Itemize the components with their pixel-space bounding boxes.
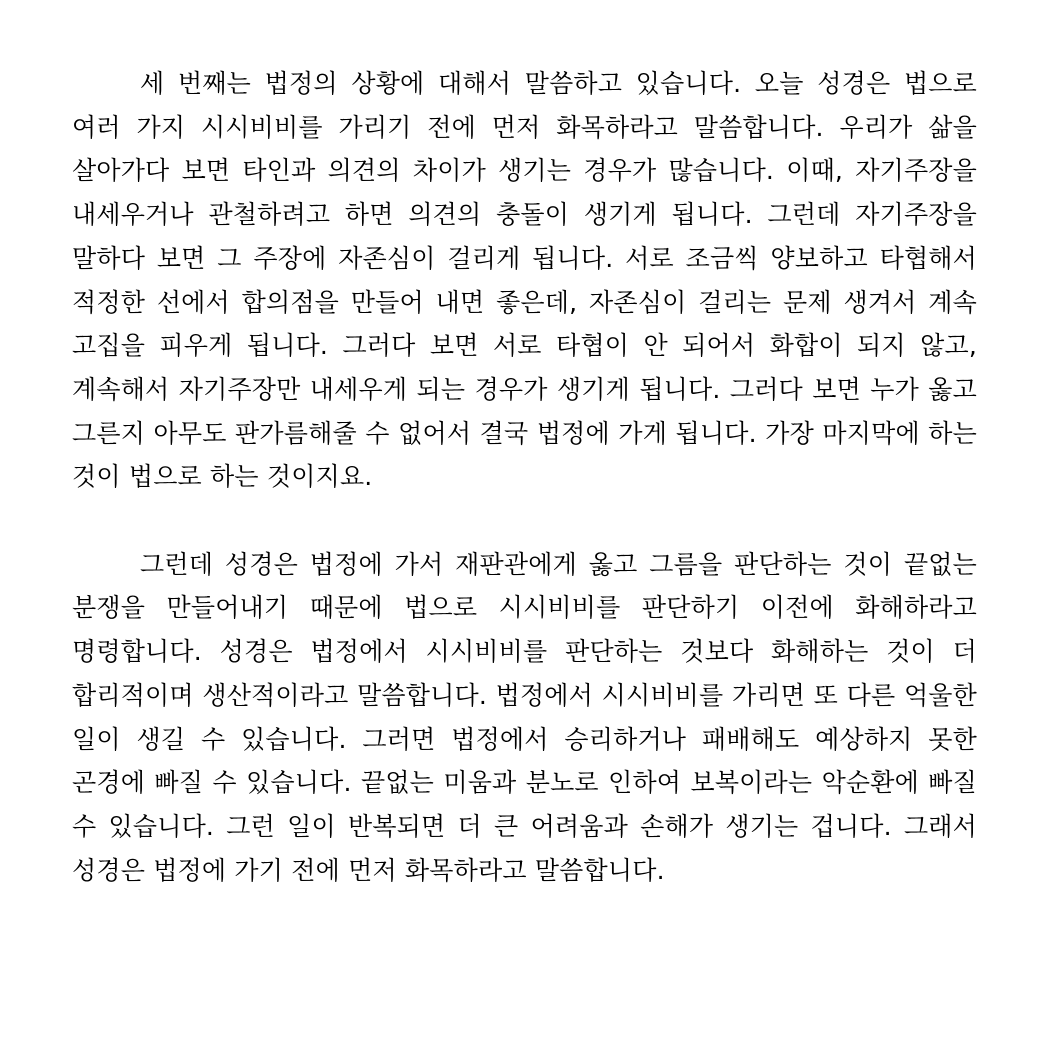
paragraph-1: 세 번째는 법정의 상황에 대해서 말씀하고 있습니다. 오늘 성경은 법으로 여러 가지 시시비비를 가리기 전에 먼저 화목하라고 말씀합니다. 우리가 삶을 살아가다 보면 타인과 의견의 차이가 생기는 경우가 많습니다. 이때, 자기주장을 내세우거나 관철하려고 하면 의견의 충돌이 생기게 됩니다. 그런데 자기주장을 말하다 보면 그 주장에 자존심이 걸리게 됩니다. 서로 조금씩 양보하고 타협해서 적정한 선에서 합의점을 만들어 내면 좋은데, 자존심이 걸리는 문제 생겨서 계속 고집을 피우게 됩니다. 그러다 보면 서로 타협이 안 되어서 화합이 되지 않고, 계속해서 자기주장만 내세우게 되는 경우가 생기게 됩니다. 그러다 보면 누가 옳고 그른지 아무도 판가름해줄 수 없어서 결국 법정에 가게 됩니다. 가장 마지막에 하는 것이 법으로 하는 것이지요. xyxy=(72,69,977,492)
paragraph-2: 그런데 성경은 법정에 가서 재판관에게 옳고 그름을 판단하는 것이 끝없는 분쟁을 만들어내기 때문에 법으로 시시비비를 판단하기 이전에 화해하라고 명령합니다. 성경은 법정에서 시시비비를 판단하는 것보다 화해하는 것이 더 합리적이며 생산적이라고 말씀합니다. 법정에서 시시비비를 가리면 또 다른 억울한 일이 생길 수 있습니다. 그러면 법정에서 승리하거나 패배해도 예상하지 못한 곤경에 빠질 수 있습니다. 끝없는 미움과 분노로 인하여 보복이라는 악순환에 빠질 수 있습니다. 그런 일이 반복되면 더 큰 어려움과 손해가 생기는 겁니다. 그래서 성경은 법정에 가기 전에 먼저 화목하라고 말씀합니다. xyxy=(72,549,977,885)
